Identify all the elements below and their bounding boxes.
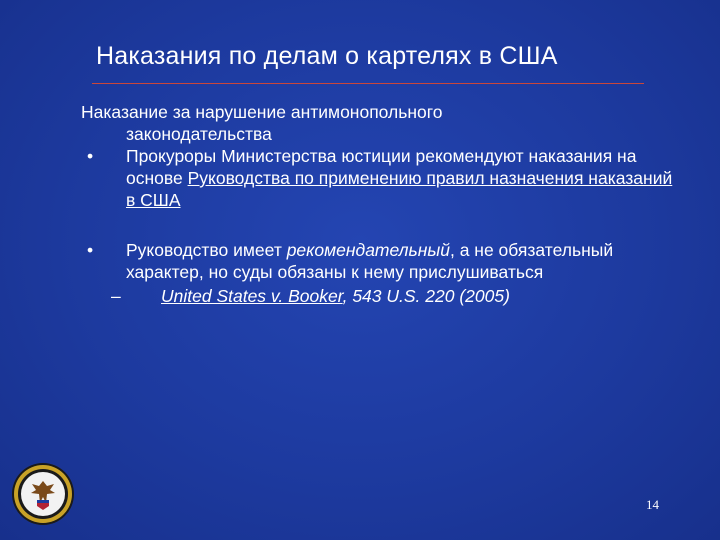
slide-title: Наказания по делам о картелях в США bbox=[96, 42, 558, 70]
intro-line-1: Наказание за нарушение антимонопольного bbox=[81, 102, 443, 122]
bullet-item-prosecutors bbox=[81, 145, 681, 211]
bullet-mark: • bbox=[87, 240, 94, 260]
guidelines-link[interactable]: Руководства по применению правил назначения наказаний в США bbox=[126, 168, 673, 210]
bullet-text: Прокуроры Министерства юстиции рекомендуют наказания на основе bbox=[126, 146, 637, 188]
slide-body bbox=[81, 101, 681, 325]
bullet-text-rest: , а не обязательный характер, но суды обязаны к нему прислушиваться bbox=[126, 240, 614, 282]
intro-line-2: законодательства bbox=[126, 124, 272, 144]
bullet-mark: • bbox=[87, 146, 94, 166]
title-divider bbox=[92, 83, 644, 84]
bullet-text: Руководство имеет bbox=[126, 240, 287, 260]
sub-item-case bbox=[81, 285, 681, 307]
emphasis-text: рекомендательный bbox=[286, 240, 450, 260]
page-number: 14 bbox=[646, 497, 659, 512]
intro-paragraph bbox=[81, 101, 681, 145]
sub-dash: – bbox=[111, 286, 121, 306]
case-link[interactable]: United States v. Booker bbox=[161, 286, 343, 306]
case-citation: , 543 U.S. 220 (2005) bbox=[342, 286, 510, 306]
doj-seal-icon bbox=[11, 462, 75, 526]
bullet-item-guidelines bbox=[81, 239, 681, 283]
